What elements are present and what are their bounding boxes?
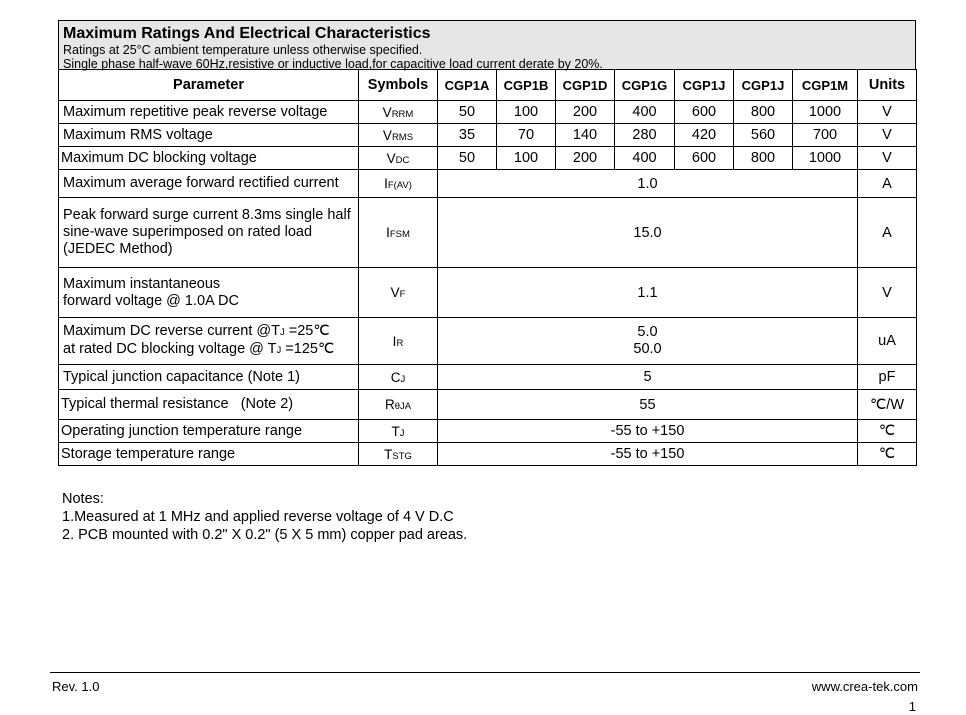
symbol-cell (359, 147, 438, 170)
symbol-sub: DC (395, 154, 410, 166)
value-line: 50.0 (633, 341, 662, 357)
value-cell: -55 to +150 (438, 420, 858, 443)
symbol-sub: J (400, 373, 406, 385)
param-cell: Operating junction temperature range (59, 420, 359, 443)
value-cell: 35 (438, 124, 497, 147)
value-cell: 140 (556, 124, 615, 147)
value-cell (438, 318, 858, 365)
col-header-part: CGP1G (615, 70, 675, 101)
table-row (59, 147, 917, 170)
table-header-box (58, 20, 916, 69)
table-row (59, 101, 917, 124)
value-cell: 70 (497, 124, 556, 147)
value-line: 5.0 (637, 324, 658, 340)
symbol-sub: θJA (394, 401, 412, 412)
note-2: 2. PCB mounted with 0.2" X 0.2" (5 X 5 mm) copper pad areas. (62, 527, 468, 543)
value-cell: 1.0 (438, 170, 858, 198)
symbol-sub: F (399, 289, 406, 300)
symbol-main: I (384, 176, 388, 191)
table-row (59, 318, 917, 365)
param-line: at rated DC blocking voltage @ T (63, 341, 277, 357)
symbol-main: V (382, 104, 392, 120)
symbol-main: T (384, 446, 393, 462)
symbol-sub: J (399, 427, 405, 439)
unit-cell: V (858, 101, 917, 124)
param-line-end: =125℃ (281, 341, 335, 357)
table-header-row (59, 70, 917, 101)
symbol-main: V (382, 127, 392, 143)
value-cell: 100 (497, 147, 556, 170)
col-header-parameter: Parameter (59, 70, 359, 101)
conditions-line-1: Ratings at 25°C ambient temperature unless otherwise specified. (63, 43, 423, 57)
unit-cell: V (858, 147, 917, 170)
param-line: Maximum DC reverse current @T (63, 323, 280, 339)
symbol-sub: R (396, 337, 404, 349)
param-cell: Maximum average forward rectified current (59, 170, 359, 198)
col-header-symbols: Symbols (359, 70, 438, 101)
symbol-main: V (390, 285, 400, 300)
param-cell (59, 268, 359, 318)
symbol-main: C (390, 369, 401, 385)
symbol-cell (359, 124, 438, 147)
value-cell: 400 (615, 147, 675, 170)
symbol-main: I (392, 333, 397, 349)
value-cell: 800 (734, 147, 793, 170)
symbol-cell (359, 170, 438, 198)
symbol-main: I (386, 225, 390, 240)
revision-label: Rev. 1.0 (52, 679, 100, 694)
symbol-cell (359, 390, 438, 420)
ratings-table (58, 69, 917, 466)
value-cell: 1000 (793, 147, 858, 170)
value-cell: 560 (734, 124, 793, 147)
value-cell: 400 (615, 101, 675, 124)
website-label: www.crea-tek.com (811, 679, 918, 694)
param-cell: Maximum RMS voltage (59, 124, 359, 147)
param-cell: Maximum DC blocking voltage (59, 147, 359, 170)
symbol-sub: F(AV) (387, 180, 412, 191)
value-cell: 420 (675, 124, 734, 147)
value-cell: 800 (734, 101, 793, 124)
col-header-part: CGP1J (734, 70, 793, 101)
symbol-cell (359, 198, 438, 268)
unit-cell: pF (858, 365, 917, 390)
table-row (59, 268, 917, 318)
unit-cell: A (858, 198, 917, 268)
table-row (59, 365, 917, 390)
footer-divider (50, 672, 920, 673)
value-cell: 700 (793, 124, 858, 147)
symbol-cell (359, 101, 438, 124)
symbol-cell (359, 268, 438, 318)
value-cell: 1000 (793, 101, 858, 124)
table-row (59, 124, 917, 147)
unit-cell: ℃ (858, 420, 917, 443)
table-row (59, 198, 917, 268)
value-cell: -55 to +150 (438, 443, 858, 466)
unit-cell: V (858, 268, 917, 318)
value-cell: 200 (556, 101, 615, 124)
value-cell: 50 (438, 147, 497, 170)
unit-cell: uA (858, 318, 917, 365)
table-row (59, 420, 917, 443)
table-row (59, 170, 917, 198)
param-line: Maximum instantaneous (63, 275, 221, 292)
col-header-part: CGP1J (675, 70, 734, 101)
col-header-units: Units (858, 70, 917, 101)
value-cell: 280 (615, 124, 675, 147)
notes-heading: Notes: (62, 491, 104, 507)
table-row (59, 443, 917, 466)
value-cell: 200 (556, 147, 615, 170)
symbol-cell (359, 443, 438, 466)
param-cell: Typical junction capacitance (Note 1) (59, 365, 359, 390)
symbol-sub: FSM (389, 229, 410, 240)
page-number: 1 (908, 699, 916, 714)
conditions-line-2: Single phase half-wave 60Hz,resistive or inductive load,for capacitive load current derate by 20%. (63, 57, 603, 71)
unit-cell: A (858, 170, 917, 198)
col-header-part: CGP1B (497, 70, 556, 101)
note-1: 1.Measured at 1 MHz and applied reverse voltage of 4 V D.C (62, 509, 454, 525)
param-cell: Typical thermal resistance (Note 2) (59, 390, 359, 420)
table-row (59, 390, 917, 420)
notes-section (62, 490, 467, 544)
ratings-sheet (58, 20, 916, 466)
value-cell: 15.0 (438, 198, 858, 268)
unit-cell: ℃ (858, 443, 917, 466)
symbol-main: T (391, 423, 400, 439)
symbol-sub: STG (392, 450, 412, 462)
value-cell: 55 (438, 390, 858, 420)
symbol-main: V (386, 150, 396, 166)
symbol-cell (359, 420, 438, 443)
param-line-end: =25℃ (284, 323, 330, 339)
symbol-sub: RMS (391, 131, 414, 143)
symbol-sub: RRM (391, 108, 414, 120)
value-cell: 50 (438, 101, 497, 124)
param-cell: Maximum repetitive peak reverse voltage (59, 101, 359, 124)
value-cell: 600 (675, 101, 734, 124)
value-cell: 5 (438, 365, 858, 390)
symbol-cell (359, 318, 438, 365)
value-cell: 100 (497, 101, 556, 124)
value-cell: 600 (675, 147, 734, 170)
col-header-part: CGP1M (793, 70, 858, 101)
param-sub: J (276, 345, 282, 356)
param-line: forward voltage @ 1.0A DC (63, 292, 239, 309)
col-header-part: CGP1D (556, 70, 615, 101)
symbol-cell (359, 365, 438, 390)
param-cell (59, 318, 359, 365)
param-cell: Peak forward surge current 8.3ms single half sine-wave superimposed on rated load (JEDEC Method) (59, 198, 359, 268)
symbol-main: R (384, 397, 395, 412)
unit-cell: V (858, 124, 917, 147)
table-title: Maximum Ratings And Electrical Characteristics (63, 25, 431, 42)
param-cell: Storage temperature range (59, 443, 359, 466)
col-header-part: CGP1A (438, 70, 497, 101)
param-sub: J (279, 327, 285, 338)
value-cell: 1.1 (438, 268, 858, 318)
unit-cell: ℃/W (858, 390, 917, 420)
